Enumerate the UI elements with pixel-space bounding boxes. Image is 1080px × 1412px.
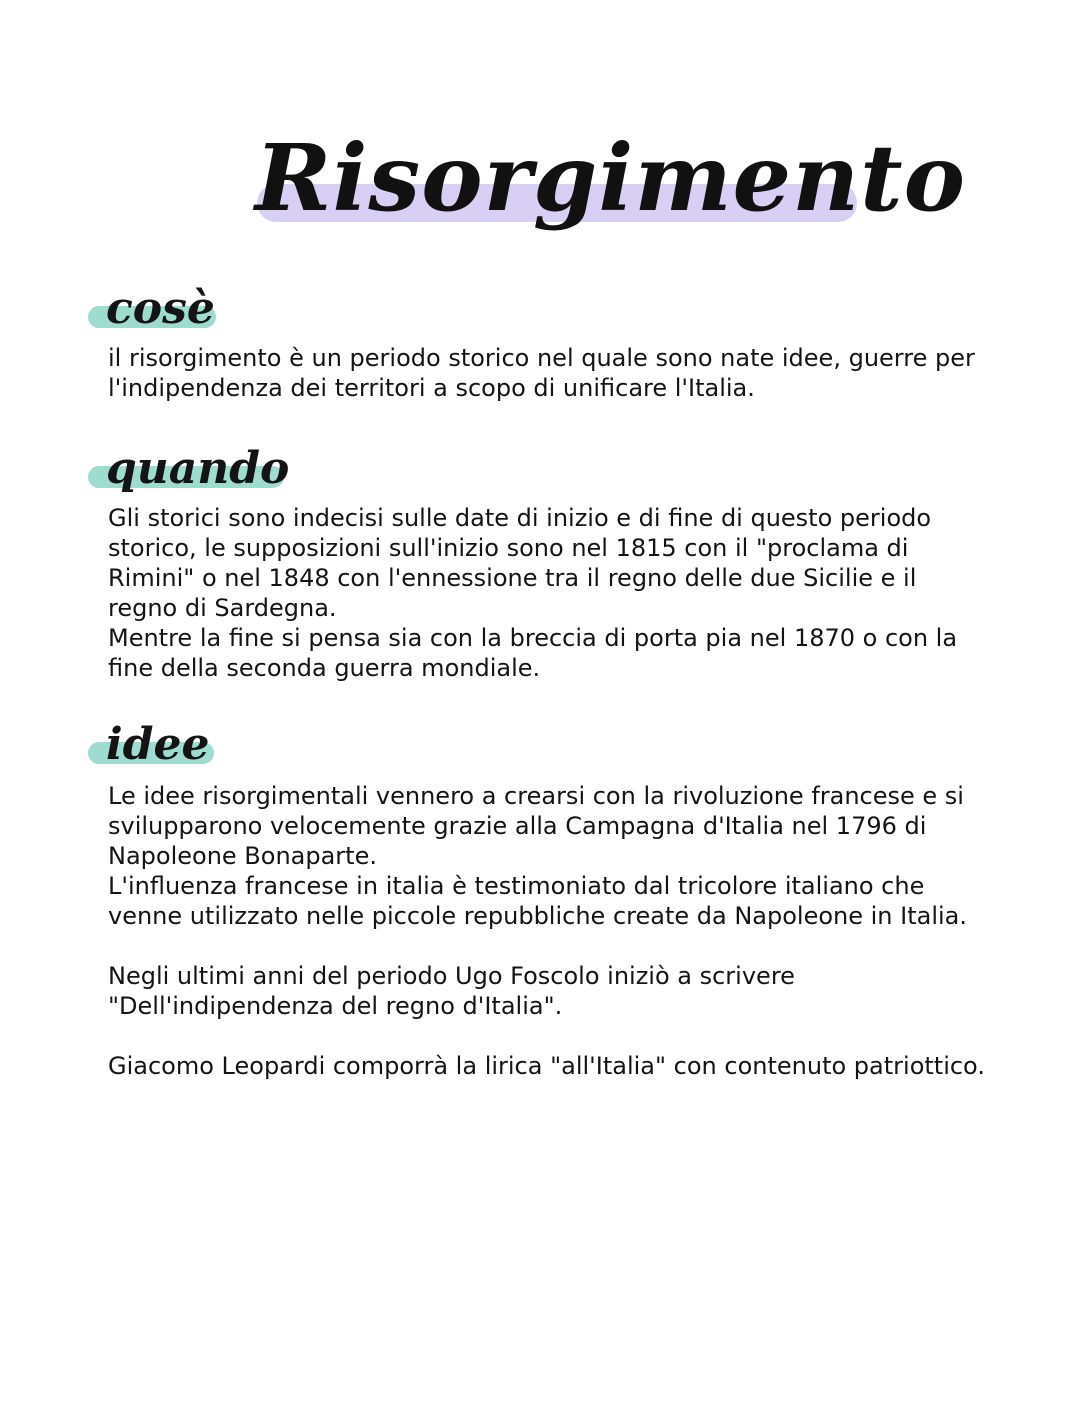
paragraph: Giacomo Leopardi comporrà la lirica "all'Italia" con contenuto patriottico. (108, 1052, 985, 1080)
paragraph: Gli storici sono indecisi sulle date di inizio e di fine di questo periodo storico, le supposizioni sull'inizio sono nel 1815 con il "proclama di Rimini" o nel 1848 con l'ennessione tra il regno delle due Sicilie e il regno di Sardegna. (108, 504, 932, 622)
section-heading-idee (88, 720, 218, 770)
section-body-quando (108, 503, 988, 683)
section-heading-label: quando (106, 443, 290, 494)
section-heading-quando (88, 444, 288, 494)
section-heading-label: cosè (106, 283, 215, 334)
page-title-block (255, 108, 966, 258)
section-body-idee (108, 781, 988, 1081)
section-body-cose (108, 343, 988, 403)
paragraph: Negli ultimi anni del periodo Ugo Foscolo iniziò a scrivere "Dell'indipendenza del regno d'Italia". (108, 962, 795, 1020)
section-heading-cose (88, 284, 223, 334)
page-title: Risorgimento (255, 124, 966, 232)
paragraph: Mentre la fine si pensa sia con la breccia di porta pia nel 1870 o con la fine della seconda guerra mondiale. (108, 624, 958, 682)
paragraph: Le idee risorgimentali vennero a crearsi con la rivoluzione francese e si svilupparono velocemente grazie alla Campagna d'Italia nel 1796 di Napoleone Bonaparte. (108, 782, 964, 870)
paragraph: L'influenza francese in italia è testimoniato dal tricolore italiano che venne utilizzato nelle piccole repubbliche create da Napoleone in Italia. (108, 872, 967, 930)
paragraph: il risorgimento è un periodo storico nel quale sono nate idee, guerre per l'indipendenza dei territori a scopo di unificare l'Italia. (108, 344, 975, 402)
section-heading-label: idee (106, 719, 210, 770)
